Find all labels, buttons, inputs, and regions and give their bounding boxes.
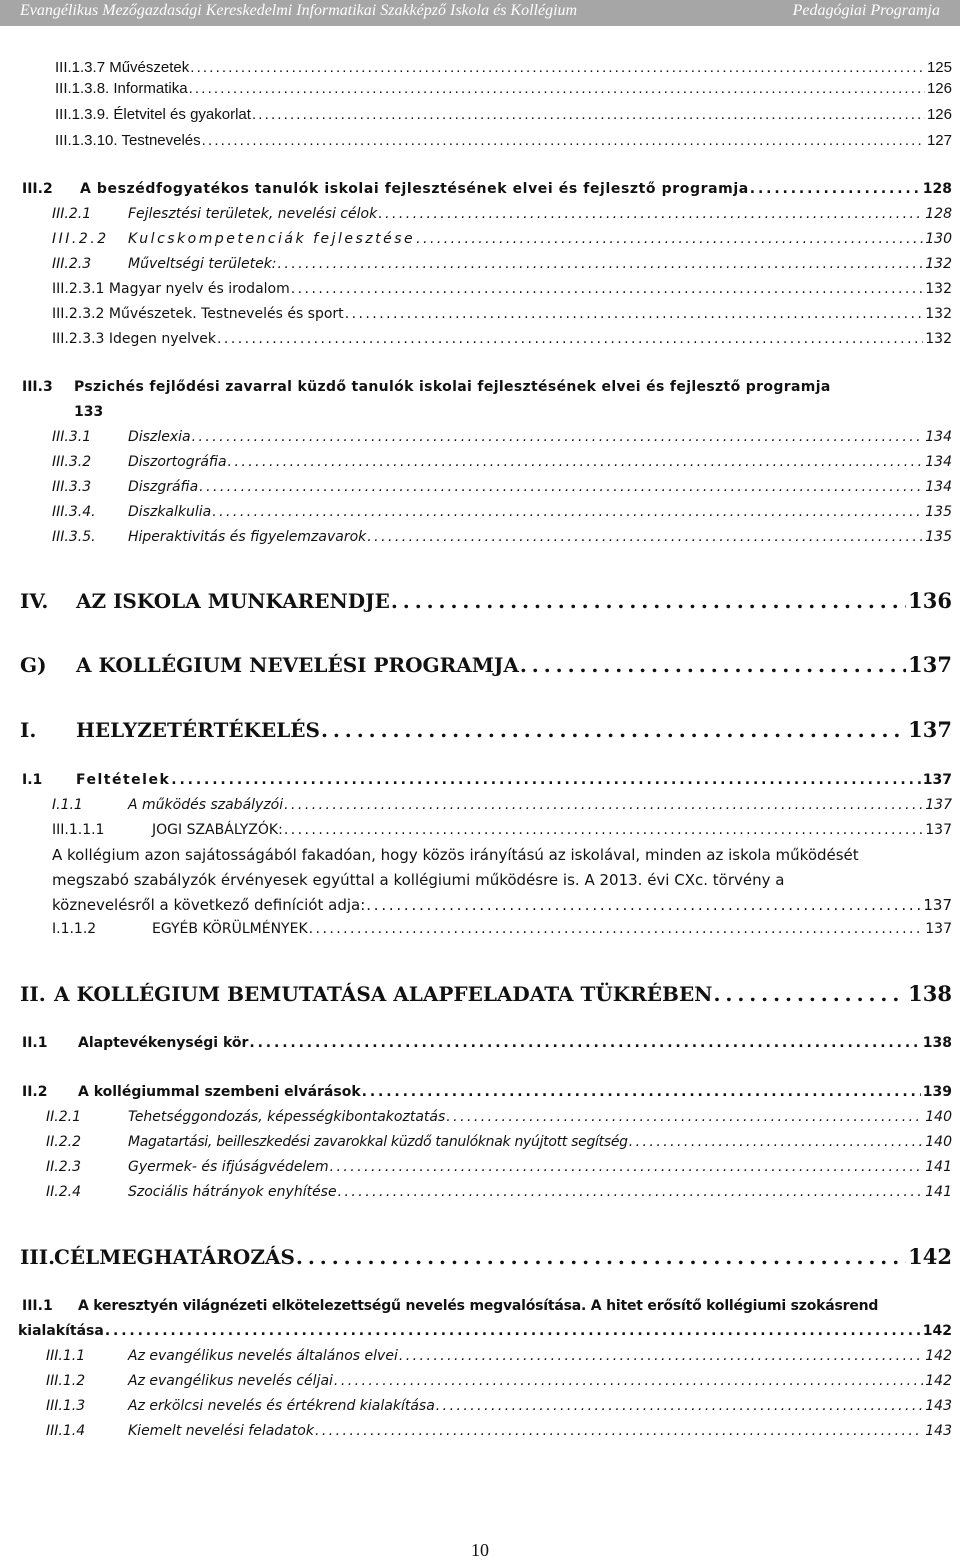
header-school-name: Evangélikus Mezőgazdasági Kereskedelmi Informatikai Szakképző Iskola és Kollégium xyxy=(20,2,578,19)
toc-entry[interactable]: III.1.3.7 Művészetek . . . 125 xyxy=(55,57,952,79)
toc-entry[interactable]: köznevelésről a következő definíciót adja: . . . 137 xyxy=(52,894,952,916)
toc-page: 143 xyxy=(925,1423,952,1439)
toc-entry[interactable]: I.1.1.2 EGYÉB KÖRÜLMÉNYEK . . . 137 xyxy=(52,918,952,940)
toc-page: 137 xyxy=(908,652,952,677)
toc-entry-heading[interactable]: III.1 A keresztyén világnézeti elkötelezettségű nevelés megvalósítása. A hitet erősítő kollégiumi szokásrend xyxy=(22,1298,879,1314)
toc-page: 128 xyxy=(925,206,952,222)
toc-page: 142 xyxy=(925,1348,952,1364)
toc-entry[interactable]: III.2.2 Kulcskompetenciák fejlesztése . . . 130 xyxy=(52,228,952,250)
toc-page: 137 xyxy=(925,797,952,813)
toc-entry[interactable]: III.1.3 Az erkölcsi nevelés és értékrend kialakítása . . . 143 xyxy=(46,1395,952,1417)
page-number: 10 xyxy=(471,1540,489,1560)
toc-entry[interactable]: III. CÉLMEGHATÁROZÁS . . . 142 xyxy=(20,1243,952,1271)
toc-entry[interactable]: III.1.3.8. Informatika . . . 126 xyxy=(55,78,952,100)
toc-entry[interactable]: G) A KOLLÉGIUM NEVELÉSI PROGRAMJA . . . 137 xyxy=(20,651,952,679)
toc-page: 130 xyxy=(925,231,952,247)
toc-page: 134 xyxy=(925,454,952,470)
toc-entry[interactable]: III.1.3.10. Testnevelés . . . 127 xyxy=(55,130,952,152)
toc-page: 138 xyxy=(908,981,952,1006)
toc-page: 142 xyxy=(908,1244,952,1269)
toc-entry[interactable]: III.3 Pszichés fejlődési zavarral küzdő tanulók iskolai fejlesztésének elvei és fejlesztő programja xyxy=(22,379,831,395)
toc-page: 143 xyxy=(925,1398,952,1414)
toc-page: 140 xyxy=(925,1109,952,1125)
toc-entry[interactable]: I.1 Feltételek . . . 137 xyxy=(22,769,952,791)
paragraph-line: A kollégium azon sajátosságából fakadóan, hogy közös irányítású az iskolával, minden az iskola működését xyxy=(52,846,859,864)
toc-entry[interactable]: II.2.4 Szociális hátrányok enyhítése . . . 141 xyxy=(46,1181,952,1203)
toc-page: 137 xyxy=(923,896,952,914)
toc-page: 137 xyxy=(908,717,952,742)
paragraph-line: megszabó szabályzók érvényesek egyúttal a kollégiumi működésre is. A 2013. évi CXc. törvény a xyxy=(52,871,785,889)
toc-entry[interactable]: III.1.1.1 JOGI SZABÁLYZÓK: . . . 137 xyxy=(52,819,952,841)
toc-entry[interactable]: III.2.3 Műveltségi területek: . . . 132 xyxy=(52,253,952,275)
toc-entry[interactable]: III.2.3.2 Művészetek. Testnevelés és sport . . . 132 xyxy=(52,303,952,325)
toc-page: 127 xyxy=(926,132,952,149)
toc-entry[interactable]: III.1.2 Az evangélikus nevelés céljai . . . 142 xyxy=(46,1370,952,1392)
toc-page: 137 xyxy=(922,772,952,788)
toc-page: 128 xyxy=(922,181,952,197)
toc-page: 132 xyxy=(925,306,952,322)
header-document-title: Pedagógiai Programja xyxy=(792,2,940,19)
toc-page: 142 xyxy=(925,1373,952,1389)
toc-page: 133 xyxy=(74,404,104,420)
toc-entry[interactable]: IV. AZ ISKOLA MUNKARENDJE . . . 136 xyxy=(20,587,952,615)
toc-entry[interactable]: III.3.1 Diszlexia . . . 134 xyxy=(52,426,952,448)
toc-entry[interactable]: III.2 A beszédfogyatékos tanulók iskolai fejlesztésének elvei és fejlesztő programja . . . 128 xyxy=(22,178,952,200)
toc-entry[interactable]: III.3.5. Hiperaktivitás és figyelemzavarok . . . 135 xyxy=(52,526,952,548)
toc-page: 138 xyxy=(922,1035,952,1051)
toc-page: 139 xyxy=(922,1084,952,1100)
toc-entry[interactable]: II. A KOLLÉGIUM BEMUTATÁSA ALAPFELADATA TÜKRÉBEN . . . 138 xyxy=(20,980,952,1008)
toc-page: 132 xyxy=(925,331,952,347)
toc-page: 125 xyxy=(926,59,952,76)
toc-entry[interactable]: II.2.3 Gyermek- és ifjúságvédelem . . . 141 xyxy=(46,1156,952,1178)
toc-entry[interactable]: III.1.3.9. Életvitel és gyakorlat . . . 126 xyxy=(55,104,952,126)
toc-entry[interactable]: II.2.2 Magatartási, beilleszkedési zavarokkal küzdő tanulóknak nyújtott segítség . . . 140 xyxy=(46,1131,952,1153)
toc-entry[interactable]: II.2.1 Tehetséggondozás, képességkibontakoztatás . . . 140 xyxy=(46,1106,952,1128)
toc-page: 135 xyxy=(925,529,952,545)
running-header xyxy=(0,0,960,26)
toc-entry[interactable]: III.3.3 Diszgráfia . . . 134 xyxy=(52,476,952,498)
toc-page: 136 xyxy=(908,588,952,613)
toc-entry[interactable]: II.1 Alaptevékenységi kör . . . 138 xyxy=(22,1032,952,1054)
toc-page: 142 xyxy=(922,1323,952,1339)
toc-page: 134 xyxy=(925,479,952,495)
toc-page: 137 xyxy=(925,822,952,838)
toc-entry[interactable]: kialakítása . . . 142 xyxy=(18,1320,952,1342)
toc-page: 140 xyxy=(925,1134,952,1150)
toc-page: 132 xyxy=(925,281,952,297)
toc-entry[interactable]: I.1.1 A működés szabályzói . . . 137 xyxy=(52,794,952,816)
toc-entry[interactable]: III.2.1 Fejlesztési területek, nevelési célok . . . 128 xyxy=(52,203,952,225)
toc-entry[interactable]: II.2 A kollégiummal szembeni elvárások . . . 139 xyxy=(22,1081,952,1103)
toc-page: 134 xyxy=(925,429,952,445)
toc-page: 137 xyxy=(925,921,952,937)
toc-entry[interactable]: III.1.4 Kiemelt nevelési feladatok . . . 143 xyxy=(46,1420,952,1442)
toc-entry[interactable]: III.1.1 Az evangélikus nevelés általános elvei . . . 142 xyxy=(46,1345,952,1367)
toc-entry[interactable]: III.2.3.3 Idegen nyelvek . . . 132 xyxy=(52,328,952,350)
toc-page: 126 xyxy=(926,80,952,97)
toc-page: 132 xyxy=(925,256,952,272)
toc-entry[interactable]: III.3.4. Diszkalkulia . . . 135 xyxy=(52,501,952,523)
toc-entry[interactable]: III.3.2 Diszortográfia . . . 134 xyxy=(52,451,952,473)
toc-page: 135 xyxy=(925,504,952,520)
toc-entry[interactable]: I. HELYZETÉRTÉKELÉS . . . 137 xyxy=(20,716,952,744)
toc-page: 141 xyxy=(925,1159,952,1175)
toc-page: 126 xyxy=(926,106,952,123)
toc-entry[interactable]: III.2.3.1 Magyar nyelv és irodalom . . . 132 xyxy=(52,278,952,300)
toc-page: 141 xyxy=(925,1184,952,1200)
